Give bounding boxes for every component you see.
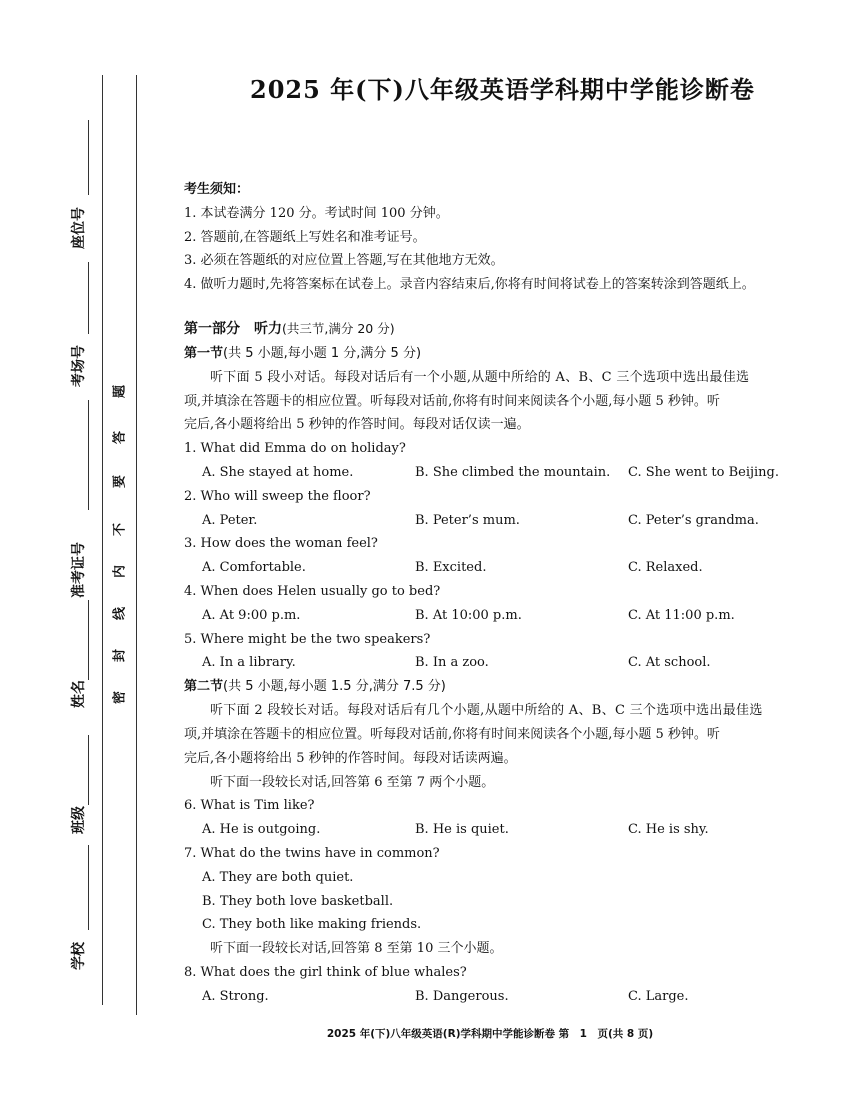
section1-instruction: 听下面 5 段小对话。每段对话后有一个小题,从题中所给的 A、B、C 三个选项中选出最佳选 [210, 369, 750, 385]
option-a: A. Strong. [202, 988, 269, 1004]
option-a: A. Peter. [202, 512, 258, 528]
room-label: 考场号 [71, 345, 87, 387]
section1-heading-text: 第一节 [184, 345, 224, 361]
exam-id-label: 准考证号 [71, 542, 87, 598]
option-a: A. Comfortable. [202, 560, 306, 576]
name-label: 姓名 [71, 680, 87, 708]
part1-heading-text: 第一部分 听力 [184, 320, 282, 337]
seal-char: 封 [112, 649, 128, 663]
option-b: B. Peter’s mum. [415, 512, 520, 528]
section1-instruction: 完后,各小题将给出 5 秒钟的作答时间。每段对话仅读一遍。 [184, 417, 530, 433]
binding-line-inner [136, 75, 137, 1015]
seat-label: 座位号 [71, 207, 87, 249]
option-b: B. At 10:00 p.m. [415, 607, 522, 623]
option-c: C. They both like making friends. [202, 917, 422, 933]
section2-instruction: 完后,各小题将给出 5 秒钟的作答时间。每段对话读两遍。 [184, 750, 517, 766]
option-b: B. Excited. [415, 560, 487, 576]
option-b: B. He is quiet. [415, 822, 509, 838]
seal-char: 答 [112, 431, 128, 445]
question-8-options [184, 985, 804, 1009]
question-3-options [184, 556, 804, 580]
option-a: A. They are both quiet. [202, 869, 354, 885]
question-3: 3. How does the woman feel? [184, 536, 378, 552]
exam-content [184, 178, 804, 1009]
question-6-options [184, 818, 804, 842]
question-1: 1. What did Emma do on holiday? [184, 441, 406, 457]
seal-char: 密 [112, 691, 128, 705]
seal-char: 要 [112, 475, 128, 489]
question-1-options [184, 461, 804, 485]
question-5: 5. Where might be the two speakers? [184, 631, 431, 647]
question-2: 2. Who will sweep the floor? [184, 488, 371, 504]
option-b: B. They both love basketball. [202, 893, 394, 909]
option-b: B. In a zoo. [415, 655, 489, 671]
notice-item: 3. 必须在答题纸的对应位置上答题,写在其他地方无效。 [184, 253, 504, 269]
option-c: C. He is shy. [628, 822, 709, 838]
option-a: A. He is outgoing. [202, 822, 321, 838]
seal-char: 内 [112, 565, 128, 579]
seal-char: 线 [112, 607, 128, 621]
section2-heading-text: 第二节 [184, 679, 224, 695]
option-c: C. Peter’s grandma. [628, 512, 759, 528]
question-8: 8. What does the girl think of blue whales? [184, 964, 467, 980]
option-b: B. Dangerous. [415, 988, 509, 1004]
seat-blank [88, 120, 89, 195]
dialog2-intro: 听下面一段较长对话,回答第 8 至第 10 三个小题。 [210, 941, 503, 957]
part1-heading-sub: (共三节,满分 20 分) [282, 320, 395, 336]
section2-heading-sub: (共 5 小题,每小题 1.5 分,满分 7.5 分) [223, 679, 446, 695]
section2-instruction: 听下面 2 段较长对话。每段对话后有几个小题,从题中所给的 A、B、C 三个选项中选出最佳选 [210, 702, 763, 718]
class-label: 班级 [71, 806, 87, 834]
section2-heading [184, 675, 804, 699]
school-label: 学校 [71, 942, 87, 970]
option-c: C. She went to Beijing. [628, 464, 780, 480]
question-2-options [184, 509, 804, 533]
notice-item: 2. 答题前,在答题纸上写姓名和准考证号。 [184, 229, 426, 245]
notice-item: 1. 本试卷满分 120 分。考试时间 100 分钟。 [184, 205, 449, 221]
section1-instruction: 项,并填涂在答题卡的相应位置。听每段对话前,你将有时间来阅读各个小题,每小题 5 秒钟。听 [184, 393, 720, 409]
option-c: C. Relaxed. [628, 560, 703, 576]
question-5-options [184, 651, 804, 675]
option-a: A. In a library. [202, 655, 296, 671]
option-c: C. Large. [628, 988, 689, 1004]
seal-char: 题 [112, 385, 128, 399]
exam-title: 2025 年(下)八年级英语学科期中学能诊断卷 [250, 75, 755, 104]
notice-item: 4. 做听力题时,先将答案标在试卷上。录音内容结束后,你将有时间将试卷上的答案转涂到答题纸上。 [184, 277, 755, 293]
binding-line-outer [102, 75, 103, 1005]
room-blank [88, 262, 89, 334]
section2-instruction: 项,并填涂在答题卡的相应位置。听每段对话前,你将有时间来阅读各个小题,每小题 5 秒钟。听 [184, 726, 720, 742]
option-b: B. She climbed the mountain. [415, 464, 611, 480]
question-7: 7. What do the twins have in common? [184, 845, 440, 861]
part1-heading [184, 317, 804, 342]
notice-heading: 考生须知： [184, 182, 250, 197]
exam-id-blank [88, 400, 89, 510]
seal-char: 不 [112, 523, 128, 537]
name-blank [88, 600, 89, 680]
class-blank [88, 735, 89, 805]
option-a: A. At 9:00 p.m. [202, 607, 301, 623]
question-6: 6. What is Tim like? [184, 798, 315, 814]
dialog1-intro: 听下面一段较长对话,回答第 6 至第 7 两个小题。 [210, 774, 495, 790]
school-blank [88, 845, 89, 930]
option-a: A. She stayed at home. [202, 464, 354, 480]
option-c: C. At 11:00 p.m. [628, 607, 735, 623]
question-4: 4. When does Helen usually go to bed? [184, 583, 441, 599]
section1-heading-sub: (共 5 小题,每小题 1 分,满分 5 分) [223, 345, 422, 361]
question-4-options [184, 604, 804, 628]
page-footer: 2025 年(下)八年级英语(R)学科期中学能诊断卷 第 1 页(共 8 页) [326, 1028, 654, 1040]
section1-heading [184, 342, 804, 366]
option-c: C. At school. [628, 655, 711, 671]
